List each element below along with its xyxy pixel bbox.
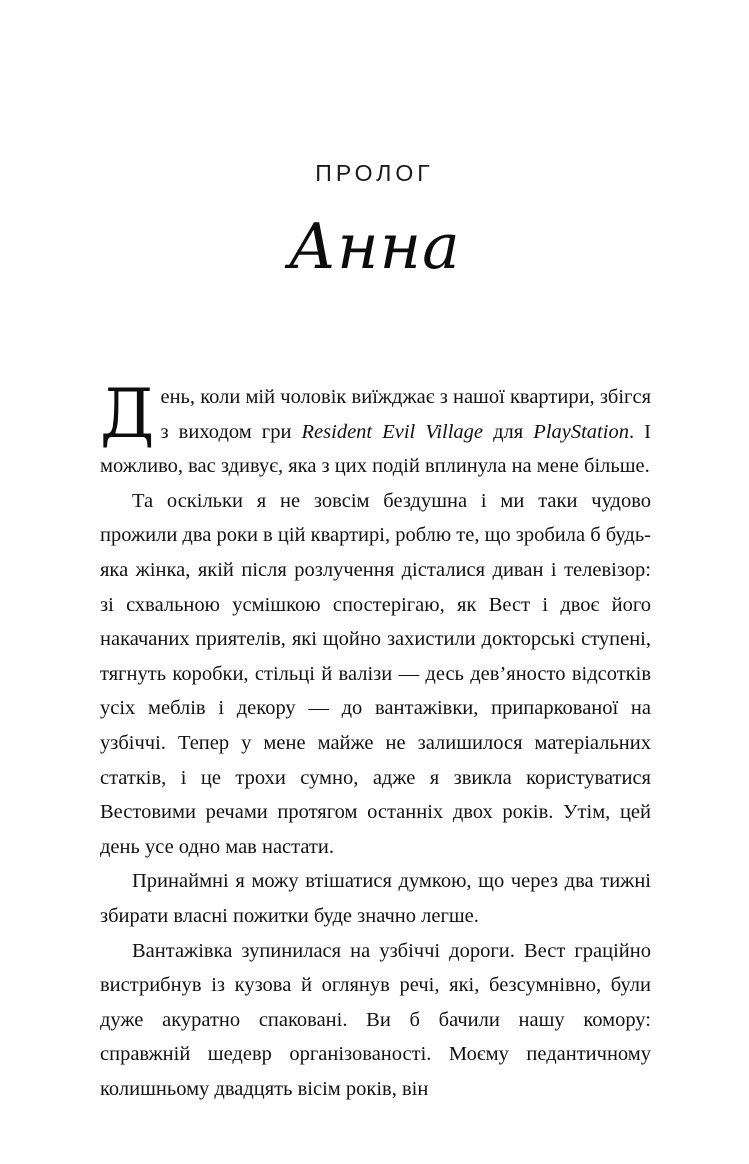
text-run: Та оскільки я не зовсім бездушна і ми таки чудово прожили два роки в цій квартирі, роблю те, що зробила б будь-яка жінка, якій після розлучення дісталися диван і телевізор: зі схвальною усмішкою спостерігаю, як Вест і двоє його накачаних приятелів, які щойно захистили докторські ступені, тягнуть коробки, стільці й валізи — десь дев’яносто відсотків усіх меблів і декору — до вантажівки, припаркованої на узбіччі. Тепер у мене майже не залишилося матеріальних статків, і це трохи сумно, адже я звикла користуватися Вестовими речами протягом останніх двох років. Утім, цей день усе одно мав настати.	[100, 489, 651, 858]
paragraph	[100, 484, 651, 865]
italic-run: Resident Evil Village	[301, 420, 484, 443]
text-run: Принаймні я можу втішатися думкою, що через два тижні збирати власні пожитки буде значно легше.	[100, 870, 651, 927]
drop-cap: Д	[100, 375, 155, 453]
text-run: ень, коли мій чоловік виїжджає з нашої квартири, збігся з виходом гри	[160, 386, 651, 443]
paragraph	[100, 934, 651, 1107]
text-run: . І можливо, вас здивує, яка з цих подій вплинула на мене більше.	[100, 420, 651, 478]
text-run: Вантажівка зупинилася на узбіччі дороги. Вест граційно вистрибнув із кузова й оглянув речі, які, безсумнівно, були дуже акуратно спаковані. Ви б бачили нашу комору: справжній шедевр організованості. Моєму педантичному колишньому двадцять вісім років, він	[100, 939, 651, 1100]
text-run: для	[483, 420, 534, 443]
paragraph	[100, 864, 651, 933]
paragraph	[100, 375, 651, 484]
chapter-label: ПРОЛОГ	[315, 160, 434, 186]
italic-run: PlayStation	[533, 420, 629, 443]
body-text	[100, 375, 651, 1106]
page-title: Анна	[288, 210, 461, 283]
